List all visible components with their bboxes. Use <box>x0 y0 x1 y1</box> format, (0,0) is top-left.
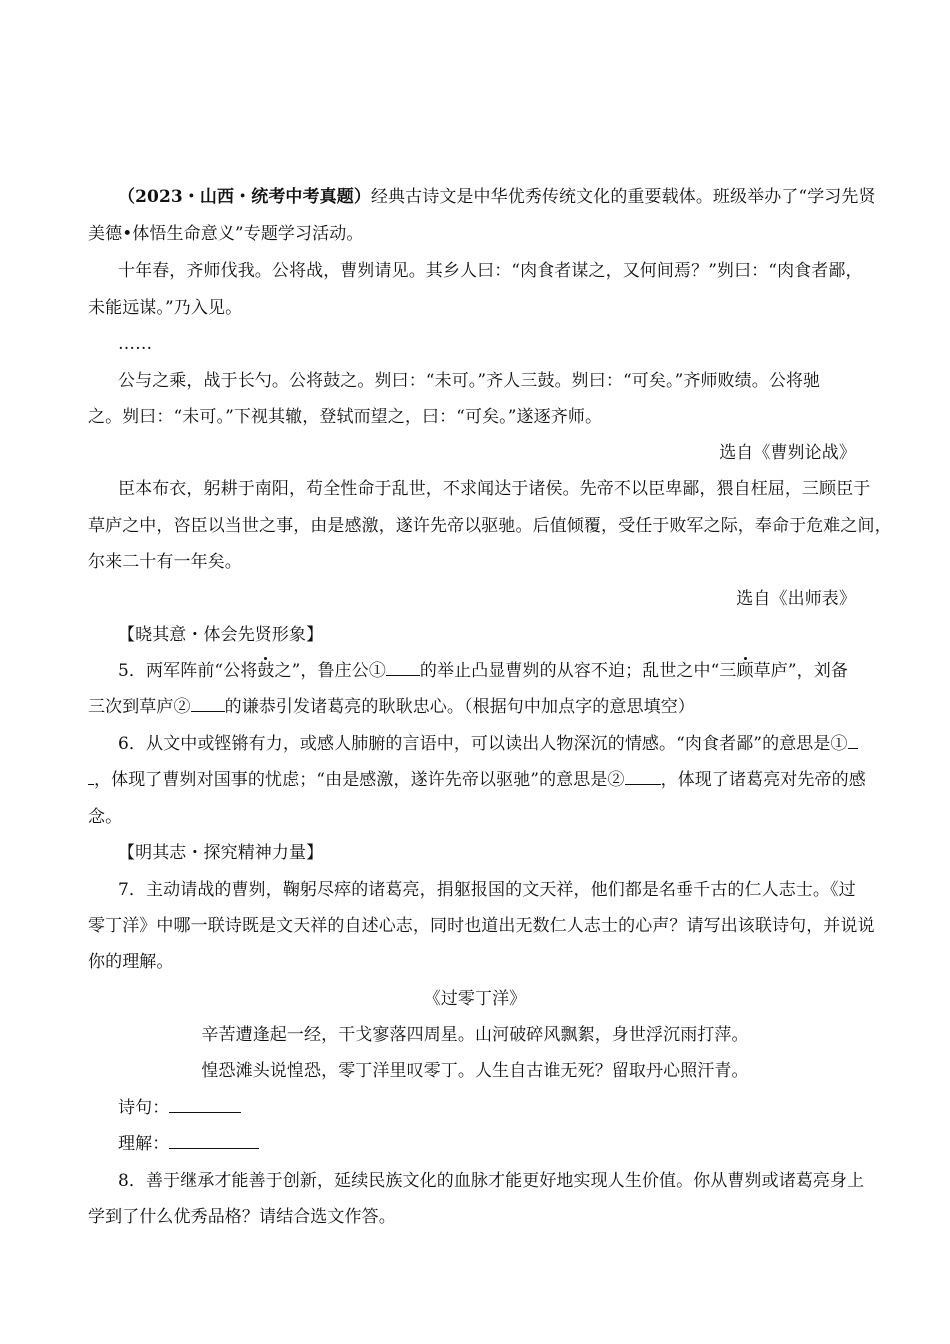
passage1-ellipsis: …… <box>118 334 153 354</box>
intro-text: 经典古诗文是中华优秀传统文化的重要载体。班级举办了“学习先贤 <box>370 187 876 207</box>
answer-blank-5-2[interactable] <box>191 696 225 712</box>
source-tag: （2023・山西・统考中考真题） <box>118 187 371 207</box>
passage1-line-3: 公与之乘，战于长勺。公将鼓之。刿曰：“未可。”齐人三鼓。刿曰：“可矣。”齐师败绩。公将驰 <box>118 371 821 391</box>
dotted-char-gu: 鼓 <box>257 661 275 681</box>
question-7-line-3: 你的理解。 <box>88 952 174 972</box>
poem-title: 《过零丁洋》 <box>423 989 527 1009</box>
passage2-line-2: 草庐之中，咨臣以当世之事，由是感激，遂许先帝以驱驰。后值倾覆，受任于败军之际，奉命于危难之间， <box>88 516 892 536</box>
answer-blank-6-2[interactable] <box>625 769 661 785</box>
understanding-answer-blank[interactable] <box>169 1133 259 1149</box>
question-6-line-2: ，体现了曹刿对国事的忧虑；“由是感激，遂许先帝以驱驰”的意思是② ，体现了诸葛亮对先帝的感 <box>88 769 868 791</box>
poem-line-1: 辛苦遭逢起一经，干戈寥落四周星。山河破碎风飘絮，身世浮沉雨打萍。 <box>201 1025 749 1045</box>
answer-blank-5-1[interactable] <box>386 660 420 676</box>
intro-line-2: 美德•体悟生命意义”专题学习活动。 <box>88 224 364 244</box>
verse-label: 诗句： <box>118 1098 170 1118</box>
question-8-line-2: 学到了什么优秀品格？请结合选文作答。 <box>88 1207 396 1227</box>
passage1-line-2: 未能远谋。”乃入见。 <box>88 298 243 318</box>
question-7-line-2: 零丁洋》中哪一联诗既是文天祥的自述心志，同时也道出无数仁人志士的心声？请写出该联诗句，并说说 <box>88 916 875 936</box>
passage2-line-3: 尔来二十有一年矣。 <box>88 552 242 572</box>
understanding-answer-line <box>118 1133 868 1155</box>
passage1-line-1: 十年春，齐师伐我。公将战，曹刿请见。其乡人曰：“肉食者谋之，又何间焉？”刿曰：“肉食者鄙， <box>118 261 863 281</box>
answer-blank-6-1a[interactable] <box>848 733 858 749</box>
section1-heading: 【晓其意・体会先贤形象】 <box>118 625 324 645</box>
passage2-line-1: 臣本布衣，躬耕于南阳，苟全性命于乱世，不求闻达于诸侯。先帝不以臣卑鄙，猥自枉屈，三顾臣于 <box>118 479 871 499</box>
question-6-line-3: 念。 <box>88 807 123 827</box>
understanding-label: 理解： <box>118 1134 170 1154</box>
question-7-line-1: 7．主动请战的曹刿，鞠躬尽瘁的诸葛亮，捐躯报国的文天祥，他们都是名垂千古的仁人志士。《过 <box>118 880 856 900</box>
passage1-line-4: 之。刿曰：“未可。”下视其辙，登轼而望之，曰：“可矣。”遂逐齐师。 <box>88 407 603 427</box>
verse-answer-blank[interactable] <box>169 1097 241 1113</box>
intro-line-1 <box>118 186 876 208</box>
dotted-char-gu2: 顾 <box>736 661 754 681</box>
question-8-line-1: 8．善于继承才能善于创新，延续民族文化的血脉才能更好地实现人生价值。你从曹刿或诸葛亮身上 <box>118 1171 865 1191</box>
verse-answer-line <box>118 1097 868 1119</box>
question-5-line-2: 三次到草庐② 的谦恭引发诸葛亮的耿耿忠心。（根据句中加点字的意思填空） <box>88 697 695 717</box>
question-5-line-1: 5．两军阵前“公将鼓之”，鲁庄公① 的举止凸显曹刿的从容不迫；乱世之中“三顾草庐”，刘备 <box>118 661 848 681</box>
section2-heading: 【明其志・探究精神力量】 <box>118 843 324 863</box>
passage1-source: 选自《曹刿论战》 <box>719 443 856 463</box>
question-6-line-1: 6．从文中或铿锵有力，或感人肺腑的言语中，可以读出人物深沉的情感。“肉食者鄙”的意思是① <box>118 733 868 755</box>
poem-line-2: 惶恐滩头说惶恐，零丁洋里叹零丁。人生自古谁无死？留取丹心照汗青。 <box>201 1061 749 1081</box>
passage2-source: 选自《出师表》 <box>736 589 856 609</box>
